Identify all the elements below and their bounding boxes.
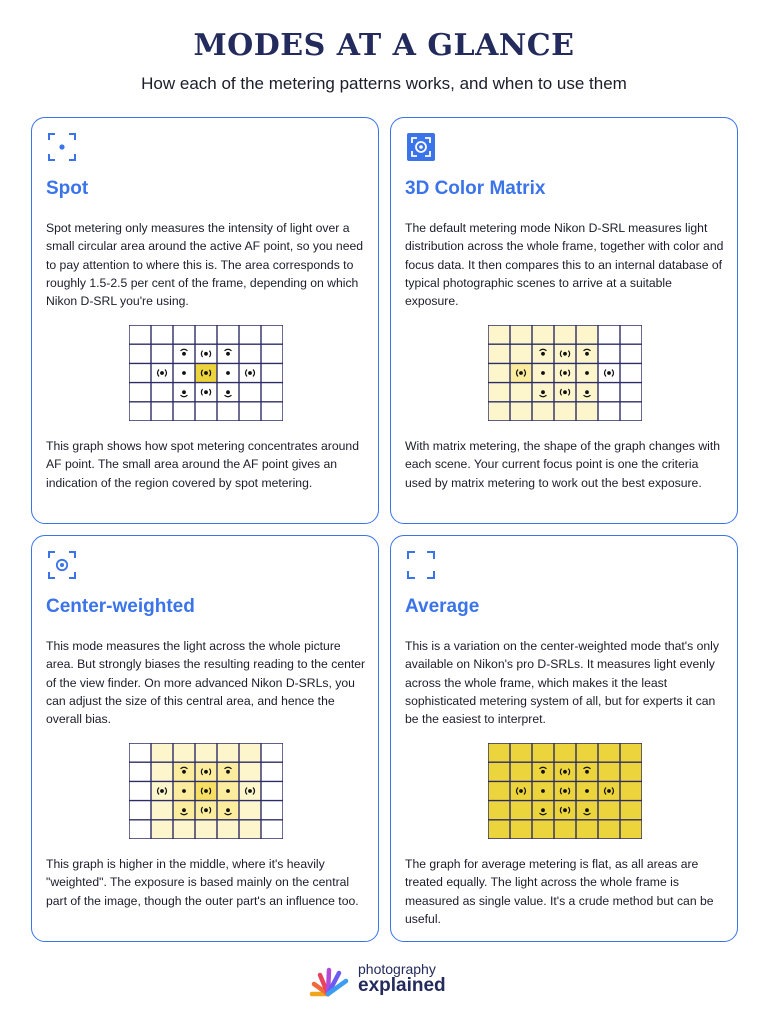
grid-cell (151, 762, 173, 781)
brand-name-line1: photography (358, 961, 436, 977)
af-point-marker (226, 371, 230, 375)
grid-cell (129, 383, 151, 402)
grid-cell (217, 820, 239, 839)
grid-cell (576, 402, 598, 421)
grid-cell (620, 344, 642, 363)
grid-cell (576, 743, 598, 762)
grid-cell (261, 820, 283, 839)
grid-cell (598, 402, 620, 421)
graph-caption: This graph is higher in the middle, where it's heavily "weighted". The exposure is based mainly on the central part of the image, though the outer part's an influence too. (46, 857, 359, 908)
graph-caption: With matrix metering, the shape of the graph changes with each scene. Your current focus point is one the criteria used by matrix metering to work out the best exposure. (405, 439, 721, 490)
grid-cell (510, 325, 532, 344)
grid-cell (510, 344, 532, 363)
grid-cell (620, 743, 642, 762)
grid-cell (151, 743, 173, 762)
grid-cell (598, 383, 620, 402)
grid-cell (620, 363, 642, 382)
grid-cell (239, 383, 261, 402)
grid-cell (554, 325, 576, 344)
grid-cell (195, 743, 217, 762)
grid-cell (620, 383, 642, 402)
af-point-marker (585, 371, 589, 375)
grid-cell (620, 820, 642, 839)
card-3d-color-matrix (390, 117, 738, 524)
grid-cell (217, 402, 239, 421)
grid-cell (554, 402, 576, 421)
grid-cell (129, 363, 151, 382)
grid-cell (554, 820, 576, 839)
grid-cell (510, 762, 532, 781)
grid-cell (261, 781, 283, 800)
matrix-metering-icon (405, 131, 437, 163)
af-point-marker (585, 789, 589, 793)
grid-cell (261, 402, 283, 421)
grid-cell (598, 344, 620, 363)
grid-cell (261, 383, 283, 402)
grid-cell (532, 325, 554, 344)
grid-cell (195, 820, 217, 839)
grid-cell (488, 325, 510, 344)
card-title: Center-weighted (46, 596, 195, 617)
brand-logo (306, 960, 466, 1000)
grid-cell (239, 325, 261, 344)
grid-cell (239, 743, 261, 762)
grid-cell (488, 363, 510, 382)
grid-cell (488, 762, 510, 781)
grid-cell (151, 325, 173, 344)
metering-grid-svg (488, 743, 642, 839)
af-point-marker (541, 789, 545, 793)
grid-cell (173, 820, 195, 839)
metering-grid-svg (129, 325, 283, 421)
page-subtitle: How each of the metering patterns works, and when to use them (141, 74, 627, 93)
metering-graph (488, 325, 642, 421)
grid-cell (129, 801, 151, 820)
grid-cell (532, 402, 554, 421)
grid-cell (510, 801, 532, 820)
grid-cell (488, 801, 510, 820)
grid-cell (239, 820, 261, 839)
grid-cell (261, 325, 283, 344)
grid-cell (129, 781, 151, 800)
card-spot (31, 117, 379, 524)
page-title: MODES AT A GLANCE (193, 28, 575, 63)
grid-cell (488, 344, 510, 363)
grid-cell (488, 781, 510, 800)
grid-cell (620, 801, 642, 820)
grid-cell (129, 344, 151, 363)
grid-cell (151, 801, 173, 820)
card-description: This is a variation on the center-weighted mode that's only available on Nikon's pro D-SRLs. It measures light evenly across the whole frame, which makes it the least sophisticated metering system of all, but for experts it can be the easiest to interpret. (405, 639, 719, 727)
grid-cell (598, 743, 620, 762)
grid-cell (239, 801, 261, 820)
card-description: Spot metering only measures the intensity of light over a small circular area around the active AF point, so you need to pay attention to where this is. The area corresponds to roughly 1.5-2.5 per cent of the frame, depending on which Nikon D-SRL you're using. (46, 221, 364, 309)
grid-cell (129, 325, 151, 344)
grid-cell (532, 820, 554, 839)
grid-cell (239, 402, 261, 421)
grid-cell (620, 325, 642, 344)
average-metering-icon (405, 549, 437, 581)
brand-logo-mark-icon (306, 964, 354, 998)
grid-cell (239, 344, 261, 363)
grid-cell (129, 743, 151, 762)
grid-cell (261, 363, 283, 382)
grid-cell (129, 402, 151, 421)
metering-graph (488, 743, 642, 839)
grid-cell (239, 762, 261, 781)
grid-cell (598, 820, 620, 839)
grid-cell (173, 402, 195, 421)
grid-cell (261, 743, 283, 762)
grid-cell (598, 762, 620, 781)
grid-cell (488, 743, 510, 762)
grid-cell (532, 743, 554, 762)
af-point-marker (182, 371, 186, 375)
grid-cell (151, 402, 173, 421)
grid-cell (576, 325, 598, 344)
metering-grid-svg (129, 743, 283, 839)
grid-cell (151, 820, 173, 839)
grid-cell (488, 402, 510, 421)
grid-cell (576, 820, 598, 839)
grid-cell (217, 325, 239, 344)
grid-cell (598, 325, 620, 344)
af-point-marker (182, 789, 186, 793)
grid-cell (217, 743, 239, 762)
grid-cell (151, 383, 173, 402)
metering-grid-svg (488, 325, 642, 421)
grid-cell (488, 383, 510, 402)
af-point-marker (541, 371, 545, 375)
card-average (390, 535, 738, 942)
grid-cell (554, 743, 576, 762)
grid-cell (173, 325, 195, 344)
metering-graph (129, 325, 283, 421)
grid-cell (129, 820, 151, 839)
metering-graph (129, 743, 283, 839)
grid-cell (510, 743, 532, 762)
card-title: Average (405, 596, 480, 617)
grid-cell (151, 344, 173, 363)
spot-metering-icon (46, 131, 78, 163)
card-title: Spot (46, 178, 89, 199)
card-center-weighted (31, 535, 379, 942)
grid-cell (620, 781, 642, 800)
grid-cell (510, 820, 532, 839)
af-point-marker (226, 789, 230, 793)
grid-cell (510, 402, 532, 421)
grid-cell (261, 801, 283, 820)
grid-cell (173, 743, 195, 762)
grid-cell (488, 820, 510, 839)
grid-cell (261, 762, 283, 781)
card-description: The default metering mode Nikon D-SRL measures light distribution across the whole frame, together with color and focus data. It then compares this to an internal database of typical photographic scenes to arrive at a suitable exposure. (405, 221, 724, 309)
grid-cell (510, 383, 532, 402)
grid-cell (261, 344, 283, 363)
grid-cell (620, 762, 642, 781)
grid-cell (598, 801, 620, 820)
grid-cell (129, 762, 151, 781)
card-description: This mode measures the light across the whole picture area. But strongly biases the resulting reading to the center of the view finder. On more advanced Nikon D-SRLs, you can adjust the size of this central area, and hence the overall bias. (46, 639, 366, 727)
brand-name-line2: explained (358, 975, 446, 996)
grid-cell (195, 325, 217, 344)
grid-cell (620, 402, 642, 421)
graph-caption: This graph shows how spot metering concentrates around AF point. The small area around the AF point gives an indication of the region covered by spot metering. (46, 439, 359, 490)
graph-caption: The graph for average metering is flat, as all areas are treated equally. The light across the whole frame is measured as single value. It's a crude method but can be useful. (405, 857, 714, 926)
grid-cell (195, 402, 217, 421)
card-title: 3D Color Matrix (405, 178, 546, 199)
center-weighted-icon (46, 549, 78, 581)
